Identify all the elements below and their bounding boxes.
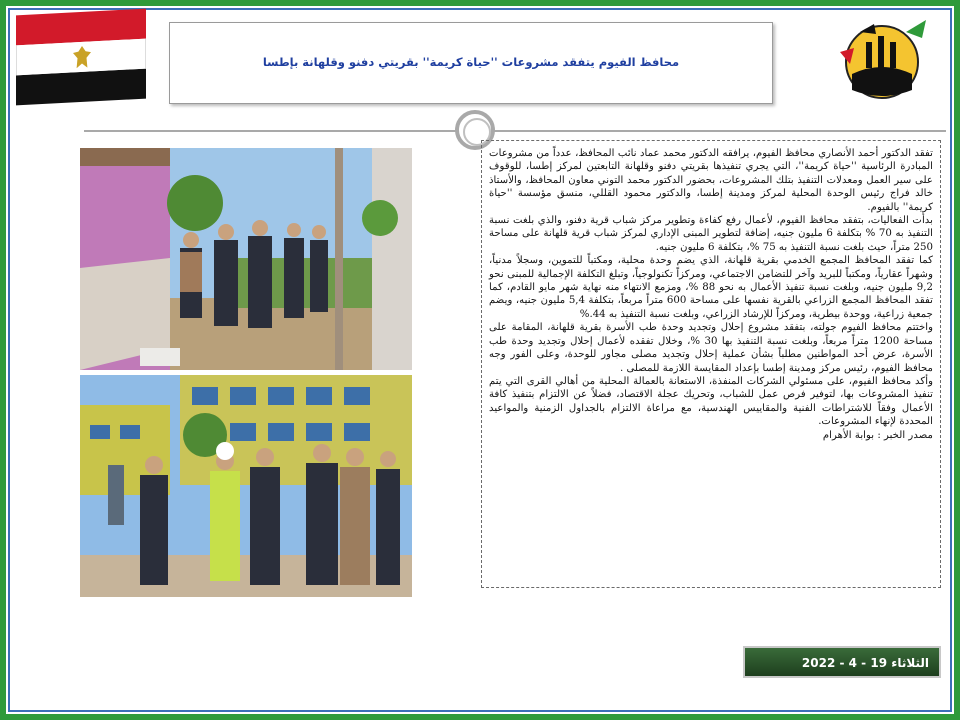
article-body [481, 140, 941, 588]
article-paragraph: تفقد الدكتور أحمد الأنصاري محافظ الفيوم، يرافقه الدكتور محمد عماد نائب المحافظ، عدداً من مشروعات المبادرة الرئاسية ''حياة كريمة''، التي يجري تنفيذها بقريتي دفنو وقلهانة التابعتين لمركز إطسا، للوقوف على سير العمل ومعدلات التنفيذ بتلك المشروعات، بحضور الدكتور محمد التوني معاون المحافظ، والأستاذ خالد فراج رئيس الوحدة المحلية لمركز ومدينة إطسا، والدكتور محمود القللي، منسق مؤسسة ''حياة كريمة'' بالفيوم. [489, 148, 933, 213]
date-badge: الثلاثاء 19 - 4 - 2022 [743, 646, 941, 678]
article-paragraph: كما تفقد المحافظ المجمع الخدمي بقرية قلهانة، الذي يضم وحدة محلية، ومكتباً للتموين، وسجلاً مدنياً، وشهراً عقارياً، ومكتباً للبريد وآخر للتضامن الاجتماعي، ومركزاً تكنولوجياً، وتبلغ التكلفة الإجمالية للمبنى نحو 9,2 مليون جنيه، وبلغت نسبة تنفيذ الأعمال به نحو 88 %، ومزمع الانتهاء منه نهاية شهر مايو القادم، كما تفقد المحافظ المجمع الزراعي بالقرية نفسها على مساحة 600 متراً مربعاً، بتكلفة 5,4 مليون جنيه، ويضم جمعية زراعية، ووحدة بيطرية، ومركزاً للإرشاد الزراعي، وبلغت نسبة التنفيذ به 44.% [489, 255, 933, 320]
egypt-flag-icon [16, 9, 146, 106]
fayoum-governorate-logo-icon [836, 12, 932, 108]
header-divider [84, 130, 946, 132]
eagle-emblem-icon [73, 45, 91, 68]
headline-box [169, 22, 773, 104]
article-paragraph: واختتم محافظ الفيوم جولته، بتفقد مشروع إحلال وتجديد وحدة طب الأسرة بقرية قلهانة، المقامة على مساحة 1200 متراً مربعاً، وبلغت نسبة التنفيذ بها 30 %، وخلال تفقده لأعمال إحلال وتجديد وحدة طب الأسرة، عرض أحد المواطنين مطلباً بشأن عملية إحلال وتجديد مصلى مجاور للوحدة، وعلى الفور وجه محافظ الفيوم، رئيس مركز ومدينة إطسا بإعداد المقايسة اللازمة للمصلى . [489, 322, 933, 374]
page-title: محافظ الفيوم يتفقد مشروعات ''حياة كريمة'' بقريتي دفنو وقلهانة بإطسا [262, 55, 680, 69]
article-paragraph: بدأت الفعاليات، بتفقد محافظ الفيوم، لأعمال رفع كفاءة وتطوير مركز شباب قرية دفنو، والذي بلغت نسبة التنفيذ به 70 % بتكلفة 6 مليون جنيه، إضافة لتطوير المبنى الإداري لمركز شباب قرية قلهانة على مساحة 250 متراً، حيث بلغت نسبة التنفيذ به 75 %، بتكلفة 6 مليون جنيه. [489, 215, 934, 253]
article-paragraph: وأكد محافظ الفيوم، على مسئولي الشركات المنفذة، الاستعانة بالعمالة المحلية من أهالي القرى التي يتم تنفيذ المشروعات بها، لتوفير فرص عمل للشباب، وتحريك عجلة الاقتصاد، فضلاً عن الالتزام بتنفيذ كافة الأعمال وفقاً للاشتراطات الفنية والمقاييس الهندسية، مع مراعاة الالتزام بالجداول الزمنية والمواعيد المحددة لإنهاء المشروعات. [489, 375, 933, 428]
article-source: مصدر الخبر : بوابة الأهرام [822, 429, 933, 441]
site-visit-group-photo-icon [80, 375, 412, 597]
site-visit-photo-icon [80, 148, 412, 370]
